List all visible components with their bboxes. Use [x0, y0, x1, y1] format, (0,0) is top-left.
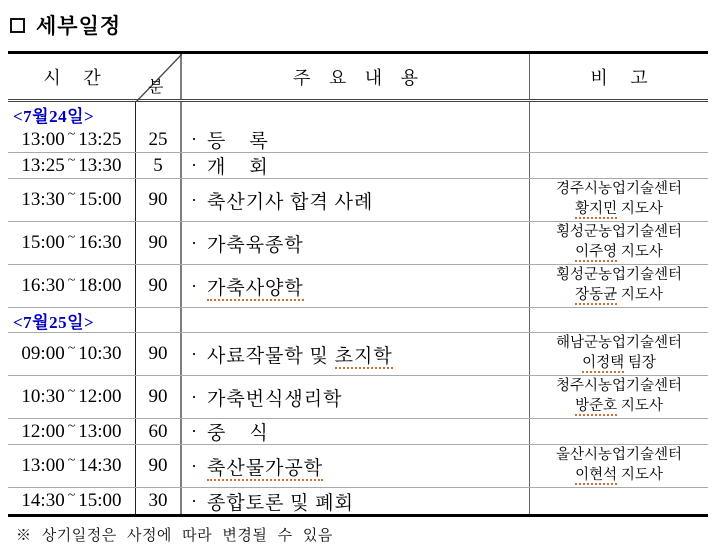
text-segment: 등 록	[207, 131, 269, 152]
tilde-separator: ~	[67, 230, 76, 245]
text-segment: 중 식	[207, 423, 269, 444]
minutes-value: 5	[153, 154, 163, 176]
note-line	[556, 446, 682, 466]
content-cell	[182, 419, 530, 444]
note-line	[575, 200, 663, 220]
note-cell	[530, 222, 708, 264]
header-minutes-label: 분	[148, 79, 164, 96]
minutes-cell	[136, 127, 182, 152]
end-time: 18:00	[78, 275, 122, 296]
note-cell	[530, 445, 708, 487]
bullet-icon: ·	[191, 490, 197, 511]
date-row	[8, 308, 708, 333]
time-cell	[8, 127, 136, 152]
content-cell	[182, 179, 530, 221]
note-cell	[530, 179, 708, 221]
start-time: 13:00	[21, 128, 65, 150]
content-cell	[182, 102, 530, 127]
time-cell	[8, 445, 136, 487]
bullet-icon: ·	[191, 421, 197, 441]
minutes-cell	[136, 376, 182, 418]
page-title	[0, 0, 720, 40]
text-segment: 팀장	[624, 355, 656, 371]
content-text	[207, 488, 354, 515]
minutes-value: 90	[148, 343, 168, 364]
end-time: 15:00	[78, 490, 122, 511]
content-cell	[182, 153, 530, 178]
end-time: 12:00	[78, 386, 122, 407]
end-time: 14:30	[78, 455, 122, 476]
schedule-row	[8, 127, 708, 153]
time-cell	[8, 333, 136, 375]
schedule-row	[8, 333, 708, 376]
content-cell	[182, 127, 530, 152]
content-text	[207, 152, 269, 179]
end-time: 13:00	[78, 420, 122, 442]
schedule-row	[8, 419, 708, 445]
end-time: 16:30	[78, 232, 122, 253]
note-line	[575, 466, 663, 486]
misspell-underlined-text: 이정택	[582, 355, 625, 371]
text-segment: 개 회	[207, 157, 269, 178]
note-line	[582, 354, 656, 374]
content-cell	[182, 445, 530, 487]
schedule-rows	[8, 102, 708, 514]
content-cell	[182, 308, 530, 332]
content-text	[207, 273, 304, 300]
text-segment: 가축육종학	[207, 234, 304, 256]
content-text	[207, 384, 342, 411]
tilde-separator: ~	[67, 341, 76, 356]
content-cell	[182, 488, 530, 514]
misspell-underlined-text: 장동균	[575, 287, 618, 303]
start-time: 13:00	[21, 455, 65, 476]
minutes-cell	[136, 308, 182, 332]
content-cell	[182, 222, 530, 264]
note-line	[575, 286, 663, 306]
bullet-icon: ·	[191, 455, 197, 476]
bullet-icon: ·	[191, 129, 197, 149]
date-row	[8, 102, 708, 127]
header-content-label: 주 요 내 용	[182, 54, 530, 99]
time-cell	[8, 376, 136, 418]
start-time: 13:25	[21, 154, 65, 176]
note-cell	[530, 308, 708, 332]
text-segment: 지도사	[617, 467, 663, 483]
minutes-value: 90	[148, 232, 168, 253]
tilde-separator: ~	[67, 152, 76, 168]
text-segment: 종합토론 및 폐회	[207, 492, 354, 514]
note-line	[556, 377, 682, 397]
content-text	[207, 453, 323, 480]
text-segment: 축산기사 합격 사례	[207, 191, 374, 213]
minutes-cell	[136, 333, 182, 375]
minutes-cell	[136, 419, 182, 444]
bullet-icon: ·	[191, 189, 197, 210]
content-text	[207, 230, 304, 257]
note-line	[575, 243, 663, 263]
note-line	[575, 397, 663, 417]
misspell-underlined-text: 방준호	[575, 398, 618, 414]
minutes-value: 30	[148, 490, 168, 511]
schedule-row	[8, 265, 708, 308]
bullet-icon: ·	[191, 232, 197, 253]
note-line	[556, 266, 682, 286]
minutes-value: 90	[148, 189, 168, 210]
schedule-row	[8, 445, 708, 488]
text-segment: 횡성군농업기술센터	[555, 267, 683, 284]
bullet-icon: ·	[191, 386, 197, 407]
content-text	[207, 187, 373, 214]
square-bullet-icon	[10, 18, 25, 33]
minutes-value: 90	[148, 275, 168, 296]
start-time: 13:30	[21, 189, 65, 210]
misspell-underlined-text: 초지학	[334, 345, 393, 367]
tilde-separator: ~	[67, 126, 76, 142]
tilde-separator: ~	[67, 384, 76, 399]
tilde-separator: ~	[67, 187, 76, 202]
time-cell	[8, 308, 136, 332]
content-cell	[182, 376, 530, 418]
header-time-label: 시 간	[43, 67, 110, 88]
note-cell	[530, 102, 708, 127]
minutes-value: 25	[148, 128, 168, 150]
minutes-cell	[136, 179, 182, 221]
note-cell	[530, 333, 708, 375]
schedule-table	[8, 51, 708, 517]
content-text	[207, 341, 393, 368]
content-text	[207, 126, 269, 153]
header-note-label: 비 고	[590, 67, 657, 88]
table-header-row	[8, 54, 708, 102]
footnote: ※ 상기일정은 사정에 따라 변경될 수 있음	[16, 528, 333, 544]
time-cell	[8, 488, 136, 514]
end-time: 13:30	[78, 154, 122, 176]
minutes-value: 90	[148, 386, 168, 407]
tilde-separator: ~	[67, 273, 76, 288]
start-time: 09:00	[21, 343, 65, 364]
content-cell	[182, 333, 530, 375]
text-segment: 횡성군농업기술센터	[555, 224, 683, 241]
note-cell	[530, 127, 708, 152]
date-label: <7월24일>	[13, 107, 95, 126]
header-time-minutes-cell	[8, 54, 182, 99]
tilde-separator: ~	[67, 418, 76, 434]
misspell-underlined-text: 가축사양학	[207, 277, 304, 299]
note-line	[556, 180, 682, 200]
schedule-row	[8, 376, 708, 419]
time-cell	[8, 179, 136, 221]
minutes-value: 60	[148, 420, 168, 442]
tilde-separator: ~	[67, 488, 76, 503]
bullet-icon: ·	[191, 343, 197, 364]
minutes-cell	[136, 222, 182, 264]
note-line	[556, 223, 682, 243]
minutes-value: 90	[148, 455, 168, 476]
date-label: <7월25일>	[13, 312, 95, 332]
schedule-row	[8, 488, 708, 514]
minutes-cell	[136, 445, 182, 487]
misspell-underlined-text: 황지민	[575, 201, 618, 217]
minutes-cell	[136, 153, 182, 178]
end-time: 10:30	[78, 343, 122, 364]
time-cell	[8, 265, 136, 307]
note-cell	[530, 488, 708, 514]
text-segment: 지도사	[617, 287, 663, 303]
text-segment: 경주시농업기술센터	[555, 181, 683, 198]
text-segment: 청주시농업기술센터	[555, 378, 683, 395]
schedule-row	[8, 179, 708, 222]
start-time: 14:30	[21, 490, 65, 511]
time-cell	[8, 419, 136, 444]
text-segment: 사료작물학 및	[207, 345, 335, 367]
schedule-row	[8, 222, 708, 265]
note-cell	[530, 265, 708, 307]
end-time: 15:00	[78, 189, 122, 210]
minutes-cell	[136, 102, 182, 127]
time-cell	[8, 102, 136, 127]
minutes-cell	[136, 488, 182, 514]
content-text	[207, 418, 269, 445]
content-cell	[182, 265, 530, 307]
text-segment: 지도사	[617, 201, 663, 217]
note-cell	[530, 376, 708, 418]
page-title-text: 세부일정	[36, 14, 122, 38]
text-segment: 해남군농업기술센터	[555, 335, 683, 352]
start-time: 10:30	[21, 386, 65, 407]
end-time: 13:25	[78, 128, 122, 150]
note-cell	[530, 419, 708, 444]
time-cell	[8, 222, 136, 264]
text-segment: 울산시농업기술센터	[555, 447, 683, 464]
misspell-underlined-text: 이주영	[575, 244, 618, 260]
misspell-underlined-text: 이현석	[575, 467, 618, 483]
misspell-underlined-text: 축산물가공학	[207, 457, 324, 479]
bullet-icon: ·	[191, 275, 197, 296]
note-line	[556, 334, 682, 354]
start-time: 16:30	[21, 275, 65, 296]
text-segment: 지도사	[617, 244, 663, 260]
note-cell	[530, 153, 708, 178]
start-time: 15:00	[21, 232, 65, 253]
schedule-row	[8, 153, 708, 179]
tilde-separator: ~	[67, 453, 76, 468]
bullet-icon: ·	[191, 155, 197, 175]
text-segment: 지도사	[617, 398, 663, 414]
start-time: 12:00	[21, 420, 65, 442]
minutes-cell	[136, 265, 182, 307]
time-cell	[8, 153, 136, 178]
text-segment: 가축번식생리학	[207, 388, 343, 410]
